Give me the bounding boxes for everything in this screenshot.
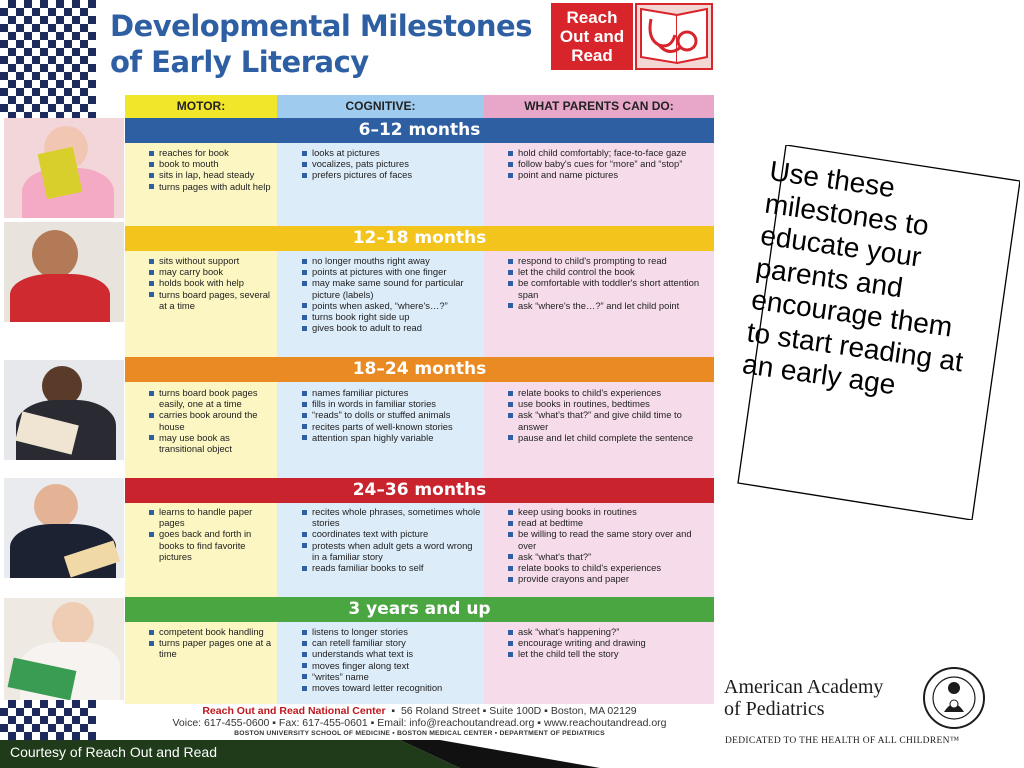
list-item: relate books to child's experiences — [507, 562, 707, 573]
list-item: turns book right side up — [301, 311, 481, 322]
list-item: turns board book pages easily, one at a time — [148, 387, 276, 409]
list-item: moves finger along text — [301, 660, 481, 671]
list-item: fills in words in familiar stories — [301, 398, 481, 409]
list-item: listens to longer stories — [301, 626, 481, 637]
baby-photo-12-18 — [4, 222, 124, 322]
list-item: protests when adult gets a word wrong in a familiar story — [301, 540, 481, 562]
list-item: respond to child's prompting to read — [507, 255, 707, 266]
motor-list-6-12 — [148, 147, 276, 192]
stethoscope-book-icon — [635, 3, 713, 70]
list-item: ask “what's happening?” — [507, 626, 707, 637]
logo-line2: Out and — [559, 27, 625, 46]
list-item: may use book as transitional object — [148, 432, 276, 454]
list-item: ask “what's that?” — [507, 551, 707, 562]
list-item: “writes” name — [301, 671, 481, 682]
list-item: be willing to read the same story over and over — [507, 528, 707, 550]
stage-band-3-years: 3 years and up — [125, 597, 714, 622]
parents-list-24-36 — [507, 506, 707, 584]
stage-band-12-18: 12–18 months — [125, 226, 714, 251]
list-item: competent book handling — [148, 626, 276, 637]
list-item: may make same sound for particular picture (labels) — [301, 277, 481, 299]
checker-pattern-top — [0, 0, 96, 118]
list-item: be comfortable with toddler's short attention span — [507, 277, 707, 299]
motor-list-12-18 — [148, 255, 276, 311]
aap-name — [724, 676, 883, 720]
list-item: recites whole phrases, sometimes whole stories — [301, 506, 481, 528]
checker-pattern-bottom — [0, 700, 96, 740]
list-item: recites parts of well-known stories — [301, 421, 481, 432]
poster-title — [110, 8, 540, 80]
list-item: turns pages with adult help — [148, 181, 276, 192]
poster-title-line1: Developmental Milestones — [110, 9, 532, 43]
motor-list-3-years — [148, 626, 276, 660]
list-item: follow baby's cues for “more” and “stop” — [507, 158, 707, 169]
list-item: sits without support — [148, 255, 276, 266]
list-item: read at bedtime — [507, 517, 707, 528]
list-item: points at pictures with one finger — [301, 266, 481, 277]
column-header-motor: MOTOR: — [125, 95, 277, 118]
list-item: goes back and forth in books to find favorite pictures — [148, 528, 276, 562]
list-item: gives book to adult to read — [301, 322, 481, 333]
reach-out-and-read-logo — [551, 3, 713, 70]
footer-address: 56 Roland Street ▪ Suite 100D ▪ Boston, MA 02129 — [400, 705, 637, 717]
parents-list-12-18 — [507, 255, 707, 311]
cognitive-list-6-12 — [301, 147, 481, 181]
list-item: understands what text is — [301, 648, 481, 659]
credit-text: Courtesy of Reach Out and Read — [10, 744, 218, 760]
stage-band-18-24: 18–24 months — [125, 357, 714, 382]
baby-photo-24-36 — [4, 478, 124, 578]
callout-text: Use these milestones to educate your parents and encourage them to start reading at an early age — [740, 155, 966, 401]
footer-affiliations: BOSTON UNIVERSITY SCHOOL OF MEDICINE ▪ BOSTON MEDICAL CENTER ▪ DEPARTMENT OF PEDIATRICS — [234, 730, 605, 737]
list-item: let the child control the book — [507, 266, 707, 277]
list-item: prefers pictures of faces — [301, 169, 481, 180]
list-item: provide crayons and paper — [507, 573, 707, 584]
list-item: “reads” to dolls or stuffed animals — [301, 409, 481, 420]
aap-name-line1: American Academy — [724, 676, 884, 698]
stage-band-6-12: 6–12 months — [125, 118, 714, 143]
list-item: relate books to child's experiences — [507, 387, 707, 398]
cognitive-list-24-36 — [301, 506, 481, 573]
list-item: reaches for book — [148, 147, 276, 158]
list-item: looks at pictures — [301, 147, 481, 158]
list-item: turns board pages, several at a time — [148, 289, 276, 311]
aap-seal-icon — [922, 666, 986, 730]
list-item: attention span highly variable — [301, 432, 481, 443]
list-item: encourage writing and drawing — [507, 637, 707, 648]
list-item: holds book with help — [148, 277, 276, 288]
list-item: keep using books in routines — [507, 506, 707, 517]
list-item: carries book around the house — [148, 409, 276, 431]
list-item: names familiar pictures — [301, 387, 481, 398]
list-item: let the child tell the story — [507, 648, 707, 659]
aap-name-line2: of Pediatrics — [724, 698, 825, 720]
poster-title-line2: of Early Literacy — [110, 45, 369, 79]
footer-contact: Voice: 617-455-0600 ▪ Fax: 617-455-0601 ▪ Email: info@reachoutandread.org ▪ www.reachoutandread.org — [172, 717, 667, 729]
list-item: turns paper pages one at a time — [148, 637, 276, 659]
list-item: learns to handle paper pages — [148, 506, 276, 528]
parents-list-18-24 — [507, 387, 707, 443]
list-item: no longer mouths right away — [301, 255, 481, 266]
cognitive-list-3-years — [301, 626, 481, 693]
list-item: use books in routines, bedtimes — [507, 398, 707, 409]
list-item: reads familiar books to self — [301, 562, 481, 573]
footer-address-line: Reach Out and Read National Center ▪ 56 Roland Street ▪ Suite 100D ▪ Boston, MA 02129 — [202, 705, 637, 717]
baby-photo-18-24 — [4, 360, 124, 460]
list-item: can retell familiar story — [301, 637, 481, 648]
list-item: ask “where's the…?” and let child point — [507, 300, 707, 311]
stage-band-24-36: 24–36 months — [125, 478, 714, 503]
motor-list-24-36 — [148, 506, 276, 562]
column-header-cognitive: COGNITIVE: — [277, 95, 484, 118]
parents-list-6-12 — [507, 147, 707, 181]
list-item: ask “what's that?” and give child time to answer — [507, 409, 707, 431]
list-item: points when asked, “where's…?” — [301, 300, 481, 311]
logo-wordmark — [551, 3, 633, 70]
list-item: pause and let child complete the sentence — [507, 432, 707, 443]
cognitive-list-18-24 — [301, 387, 481, 443]
baby-photo-6-12 — [4, 118, 124, 218]
list-item: sits in lap, head steady — [148, 169, 276, 180]
cognitive-list-12-18 — [301, 255, 481, 333]
list-item: may carry book — [148, 266, 276, 277]
aap-logo — [724, 664, 1024, 748]
list-item: point and name pictures — [507, 169, 707, 180]
child-photo-3-years — [4, 598, 124, 700]
poster-footer — [125, 705, 714, 740]
list-item: book to mouth — [148, 158, 276, 169]
list-item: hold child comfortably; face-to-face gaze — [507, 147, 707, 158]
aap-tagline: DEDICATED TO THE HEALTH OF ALL CHILDREN™ — [725, 736, 960, 746]
logo-line3: Read — [571, 46, 613, 65]
list-item: moves toward letter recognition — [301, 682, 481, 693]
logo-line1: Reach — [566, 8, 618, 27]
list-item: coordinates text with picture — [301, 528, 481, 539]
list-item: vocalizes, pats pictures — [301, 158, 481, 169]
motor-list-18-24 — [148, 387, 276, 454]
footer-center-name: Reach Out and Read National Center — [202, 705, 386, 717]
column-header-parents: WHAT PARENTS CAN DO: — [484, 95, 714, 118]
parents-list-3-years — [507, 626, 707, 660]
